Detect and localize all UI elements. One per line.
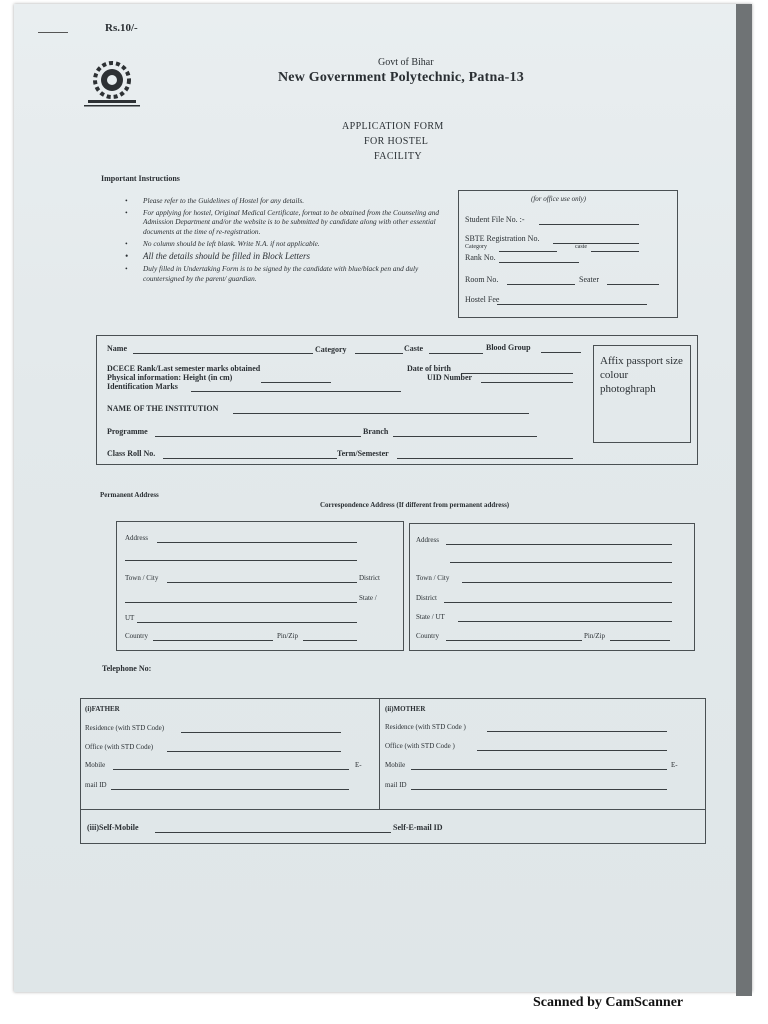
- corr-address-field[interactable]: [446, 544, 672, 545]
- perm-pin-label: Pin/Zip: [277, 632, 299, 640]
- category-field[interactable]: [355, 353, 403, 354]
- seater-label: Seater: [579, 275, 599, 284]
- form-title-2: FOR HOSTEL: [364, 136, 429, 147]
- father-email-field[interactable]: [111, 789, 349, 790]
- room-label: Room No.: [465, 275, 499, 284]
- corr-pin-field[interactable]: [610, 640, 670, 641]
- corr-country-label: Country: [416, 632, 439, 640]
- correspondence-address-box: [409, 523, 695, 651]
- corr-state-label: State / UT: [416, 613, 445, 621]
- perm-state-field[interactable]: [137, 622, 357, 623]
- dcece-label: DCECE Rank/Last semester marks obtained: [107, 364, 261, 373]
- perm-town-field[interactable]: [167, 582, 357, 583]
- self-mobile-label: (iii)Self-Mobile: [87, 823, 139, 832]
- father-residence-field[interactable]: [181, 732, 341, 733]
- perm-state-label: State /: [359, 594, 377, 602]
- height-field[interactable]: [261, 382, 331, 383]
- sbte-field[interactable]: [553, 243, 639, 244]
- govt-label: Govt of Bihar: [378, 57, 434, 68]
- father-label: (i)FATHER: [85, 705, 120, 713]
- corr-town-field[interactable]: [462, 582, 672, 583]
- scanned-paper: [14, 4, 752, 992]
- correspondence-address-heading: Correspondence Address (If different from permanent address): [320, 501, 510, 509]
- corr-pin-label: Pin/Zip: [584, 632, 606, 640]
- physical-label: Physical information: Height (in cm): [107, 373, 233, 382]
- scanner-watermark: Scanned by CamScanner: [533, 995, 684, 1010]
- perm-district-field[interactable]: [125, 602, 357, 603]
- mother-email-label: mail ID: [385, 781, 407, 789]
- perm-ut-label: UT: [125, 614, 135, 622]
- father-residence-label: Residence (with STD Code): [85, 724, 165, 732]
- father-email-label: mail ID: [85, 781, 107, 789]
- programme-field[interactable]: [155, 436, 361, 437]
- programme-label: Programme: [107, 427, 148, 436]
- uid-label: UID Number: [427, 373, 473, 382]
- perm-country-label: Country: [125, 632, 148, 640]
- telephone-heading: Telephone No:: [102, 664, 152, 673]
- photo-label: Affix passport size colour photoghraph: [600, 355, 683, 395]
- self-email-label: Self-E-mail ID: [393, 823, 443, 832]
- corr-address-field-2[interactable]: [450, 562, 672, 563]
- instruction-item: • All the details should be filled in Block Letters: [143, 252, 443, 262]
- paper-edge-shadow: [736, 4, 752, 996]
- instruction-item: • Please refer to the Guidelines of Hostel for any details.: [143, 196, 443, 206]
- personal-details-box: [96, 335, 698, 465]
- photo-box[interactable]: [593, 345, 691, 443]
- instructions-list: [143, 196, 443, 283]
- perm-address-field-2[interactable]: [125, 560, 357, 561]
- instruction-item: • No column should be left blank. Write N.A. if not applicable.: [143, 239, 443, 249]
- permanent-address-heading: Permanent Address: [100, 491, 159, 499]
- rank-label: Rank No.: [465, 253, 496, 262]
- roll-label: Class Roll No.: [107, 449, 156, 458]
- hostel-fee-field[interactable]: [497, 304, 647, 305]
- permanent-address-box: [116, 521, 404, 651]
- name-field[interactable]: [133, 353, 313, 354]
- term-label: Term/Semester: [337, 449, 389, 458]
- office-category-field[interactable]: [499, 251, 557, 252]
- hostel-fee-label: Hostel Fee: [465, 295, 500, 304]
- room-field[interactable]: [507, 284, 575, 285]
- telephone-box: [80, 698, 706, 844]
- institution-field[interactable]: [233, 413, 529, 414]
- rank-field[interactable]: [499, 262, 579, 263]
- perm-address-field[interactable]: [157, 542, 357, 543]
- corr-district-label: District: [416, 594, 437, 602]
- telephone-divider: [379, 699, 380, 809]
- student-file-field[interactable]: [539, 224, 639, 225]
- roll-field[interactable]: [163, 458, 337, 459]
- institute-logo-icon: [80, 56, 144, 112]
- corr-town-label: Town / City: [416, 574, 450, 582]
- form-title-1: APPLICATION FORM: [342, 121, 444, 132]
- mother-mobile-field[interactable]: [411, 769, 667, 770]
- instruction-item: • Duly filled in Undertaking Form is to be signed by the candidate with blue/black pen and duly countersigned by the parent/ guardian.: [143, 264, 443, 283]
- branch-label: Branch: [363, 427, 389, 436]
- office-category-label: Category: [465, 244, 487, 250]
- blood-group-label: Blood Group: [486, 343, 531, 352]
- corr-country-field[interactable]: [446, 640, 582, 641]
- dob-label: Date of birth: [407, 364, 451, 373]
- identification-label: Identification Marks: [107, 382, 178, 391]
- seater-field[interactable]: [607, 284, 659, 285]
- perm-address-label: Address: [125, 534, 148, 542]
- office-title: (for office use only): [531, 195, 587, 203]
- institution-label: NAME OF THE INSTITUTION: [107, 404, 219, 413]
- mother-email-field[interactable]: [411, 789, 667, 790]
- corr-state-field[interactable]: [458, 621, 672, 622]
- mother-mobile-label: Mobile: [385, 761, 406, 769]
- father-office-label: Office (with STD Code): [85, 743, 154, 751]
- name-label: Name: [107, 344, 127, 353]
- mother-email-prefix: E-: [671, 761, 678, 769]
- perm-country-field[interactable]: [153, 640, 273, 641]
- mother-office-label: Office (with STD Code ): [385, 742, 455, 750]
- father-mobile-label: Mobile: [85, 761, 106, 769]
- corr-address-label: Address: [416, 536, 439, 544]
- sbte-label: SBTE Registration No.: [465, 234, 540, 243]
- institute-name: New Government Polytechnic, Patna-13: [278, 70, 524, 85]
- mother-office-field[interactable]: [477, 750, 667, 751]
- mother-label: (ii)MOTHER: [385, 705, 426, 713]
- instruction-item: • For applying for hostel, Original Medical Certificate, format to be obtained from the Counseling and Admission Department and/or the website is to be submitted by candidate along with other essential documents at the time of re-registration.: [143, 208, 443, 237]
- corner-mark: [38, 32, 68, 33]
- caste-label: Caste: [404, 344, 424, 353]
- student-file-label: Student File No. :-: [465, 215, 525, 224]
- father-office-field[interactable]: [167, 751, 341, 752]
- telephone-row-divider: [81, 809, 705, 810]
- caste-field[interactable]: [429, 353, 483, 354]
- mother-residence-field[interactable]: [487, 731, 667, 732]
- office-use-box: [458, 190, 678, 318]
- perm-district-label: District: [359, 574, 380, 582]
- term-field[interactable]: [397, 458, 573, 459]
- office-caste-label: caste: [575, 244, 587, 250]
- dob-field[interactable]: [461, 373, 573, 374]
- fee-label: Rs.10/-: [105, 22, 138, 34]
- blood-group-field[interactable]: [541, 352, 581, 353]
- perm-pin-field[interactable]: [303, 640, 357, 641]
- uid-field[interactable]: [481, 382, 573, 383]
- branch-field[interactable]: [393, 436, 537, 437]
- corr-district-field[interactable]: [444, 602, 672, 603]
- self-mobile-field[interactable]: [155, 832, 391, 833]
- office-caste-field[interactable]: [591, 251, 639, 252]
- identification-field[interactable]: [191, 391, 401, 392]
- perm-town-label: Town / City: [125, 574, 159, 582]
- instructions-heading: Important Instructions: [101, 174, 180, 183]
- category-label: Category: [315, 345, 347, 354]
- father-mobile-field[interactable]: [113, 769, 349, 770]
- form-title-3: FACILITY: [374, 151, 423, 162]
- father-email-prefix: E-: [355, 761, 362, 769]
- mother-residence-label: Residence (with STD Code ): [385, 723, 466, 731]
